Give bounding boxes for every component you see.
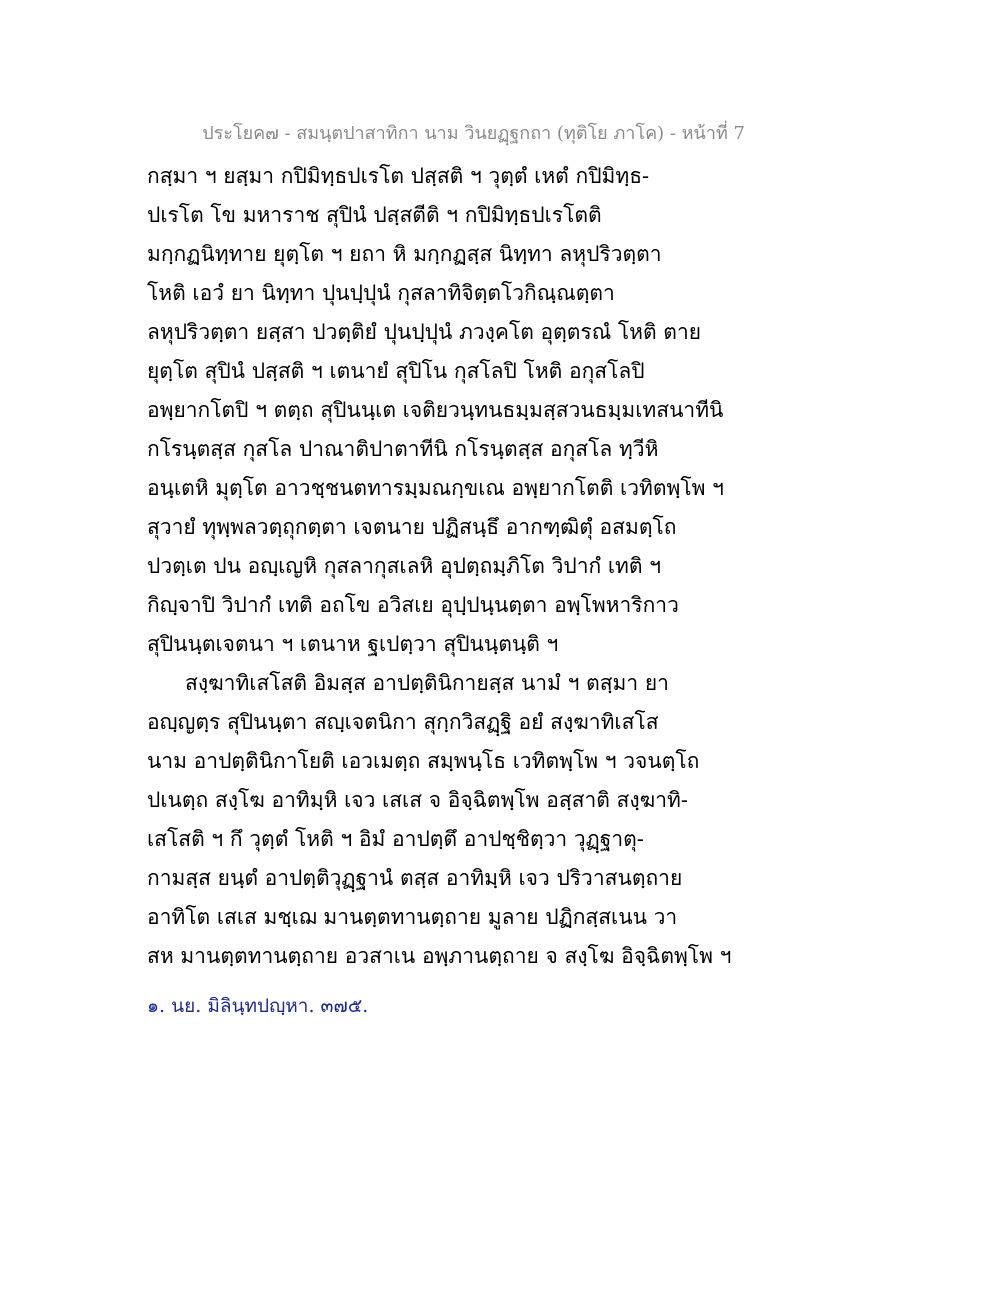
text-line: ปเรโต โข มหาราช สุปินํ ปสฺสตีติ ฯ กปิมิทฺธปเรโตติ	[147, 203, 602, 227]
text-line: สุวายํ ทุพฺพลวตฺถุกตฺตา เจตนาย ปฏิสนฺธึ อากฑฺฒิตุํ อสมตฺโถ	[147, 515, 677, 539]
running-header: ประโยค๗ - สมนฺตปาสาทิกา นาม วินยฏฺฐกถา (ทุติโย ภาโค) - หน้าที่ 7	[202, 123, 745, 144]
text-line: อญฺญตฺร สุปินนฺตา สญฺเจตนิกา สุกฺกวิสฏฺฐิ อยํ สงฺฆาทิเสโส	[147, 710, 659, 734]
text-line: กโรนฺตสฺส กุสโล ปาณาติปาตาทีนิ กโรนฺตสฺส อกุสโล ทฺวีหิ	[147, 437, 659, 461]
text-line: ปวตฺเต ปน อญฺเญหิ กุสลากุสเลหิ อุปตฺถมฺภิโต วิปากํ เทติ ฯ	[147, 554, 661, 578]
text-line: กสฺมา ฯ ยสฺมา กปิมิทฺธปเรโต ปสฺสติ ฯ วุตฺตํ เหตํ กปิมิทฺธ-	[147, 164, 650, 188]
text-line: กามสฺส ยนฺตํ อาปตฺติวุฏฺฐานํ ตสฺส อาทิมฺหิ เจว ปริวาสนตฺถาย	[147, 866, 683, 890]
text-line: ลหุปริวตฺตา ยสฺสา ปวตฺติยํ ปุนปฺปุนํ ภวงฺคโต อุตฺตรณํ โหติ ตาย	[147, 320, 702, 344]
text-line: โหติ เอวํ ยา นิทฺทา ปุนปฺปุนํ กุสลาทิจิตฺตโวกิณฺณตฺตา	[147, 281, 615, 305]
text-line: อพฺยากโตปิ ฯ ตตฺถ สุปินนฺเต เจติยวนฺทนธมฺมสฺสวนธมฺมเทสนาทีนิ	[147, 398, 724, 422]
footnote: ๑. นย. มิลินฺทปญฺหา. ๓๗๕.	[147, 995, 369, 1017]
text-line: อนฺเตหิ มุตฺโต อาวชฺชนตทารมฺมณกฺขเณ อพฺยากโตติ เวทิตพฺโพ ฯ	[147, 476, 724, 500]
text-line: สห มานตฺตทานตฺถาย อวสาเน อพฺภานตฺถาย จ สงฺโฆ อิจฺฉิตพฺโพ ฯ	[147, 944, 732, 968]
text-line: เสโสติ ฯ กึ วุตฺตํ โหติ ฯ อิมํ อาปตฺตึ อาปชฺชิตฺวา วุฏฺฐาตุ-	[147, 827, 644, 851]
text-line: อาทิโต เสเส มชฺเฌ มานตฺตทานตฺถาย มูลาย ปฏิกสฺสเนน วา	[147, 905, 678, 929]
body-text	[147, 157, 732, 976]
text-line: ปเนตฺถ สงฺโฆ อาทิมฺหิ เจว เสเส จ อิจฺฉิตพฺโพ อสฺสาติ สงฺฆาทิ-	[147, 788, 688, 812]
text-line: มกฺกฏนิทฺทาย ยุตฺโต ฯ ยถา หิ มกฺกฏสฺส นิทฺทา ลหุปริวตฺตา	[147, 242, 662, 266]
paragraph-first-line: สงฺฆาทิเสโสติ อิมสฺส อาปตฺตินิกายสฺส นามํ ฯ ตสฺมา ยา	[185, 671, 669, 695]
text-line: นาม อาปตฺตินิกาโยติ เอวเมตฺถ สมฺพนฺโธ เวทิตพฺโพ ฯ วจนตฺโถ	[147, 749, 700, 773]
text-line: กิญฺจาปิ วิปากํ เทติ อถโข อวิสเย อุปฺปนฺนตฺตา อพฺโพหาริกาว	[147, 593, 679, 617]
text-line: ยุตฺโต สุปินํ ปสฺสติ ฯ เตนายํ สุปิโน กุสโลปิ โหติ อกุสโลปิ	[147, 359, 645, 383]
text-line: สุปินนฺตเจตนา ฯ เตนาห ฐเปตฺวา สุปินนฺตนฺติ ฯ	[147, 632, 559, 656]
